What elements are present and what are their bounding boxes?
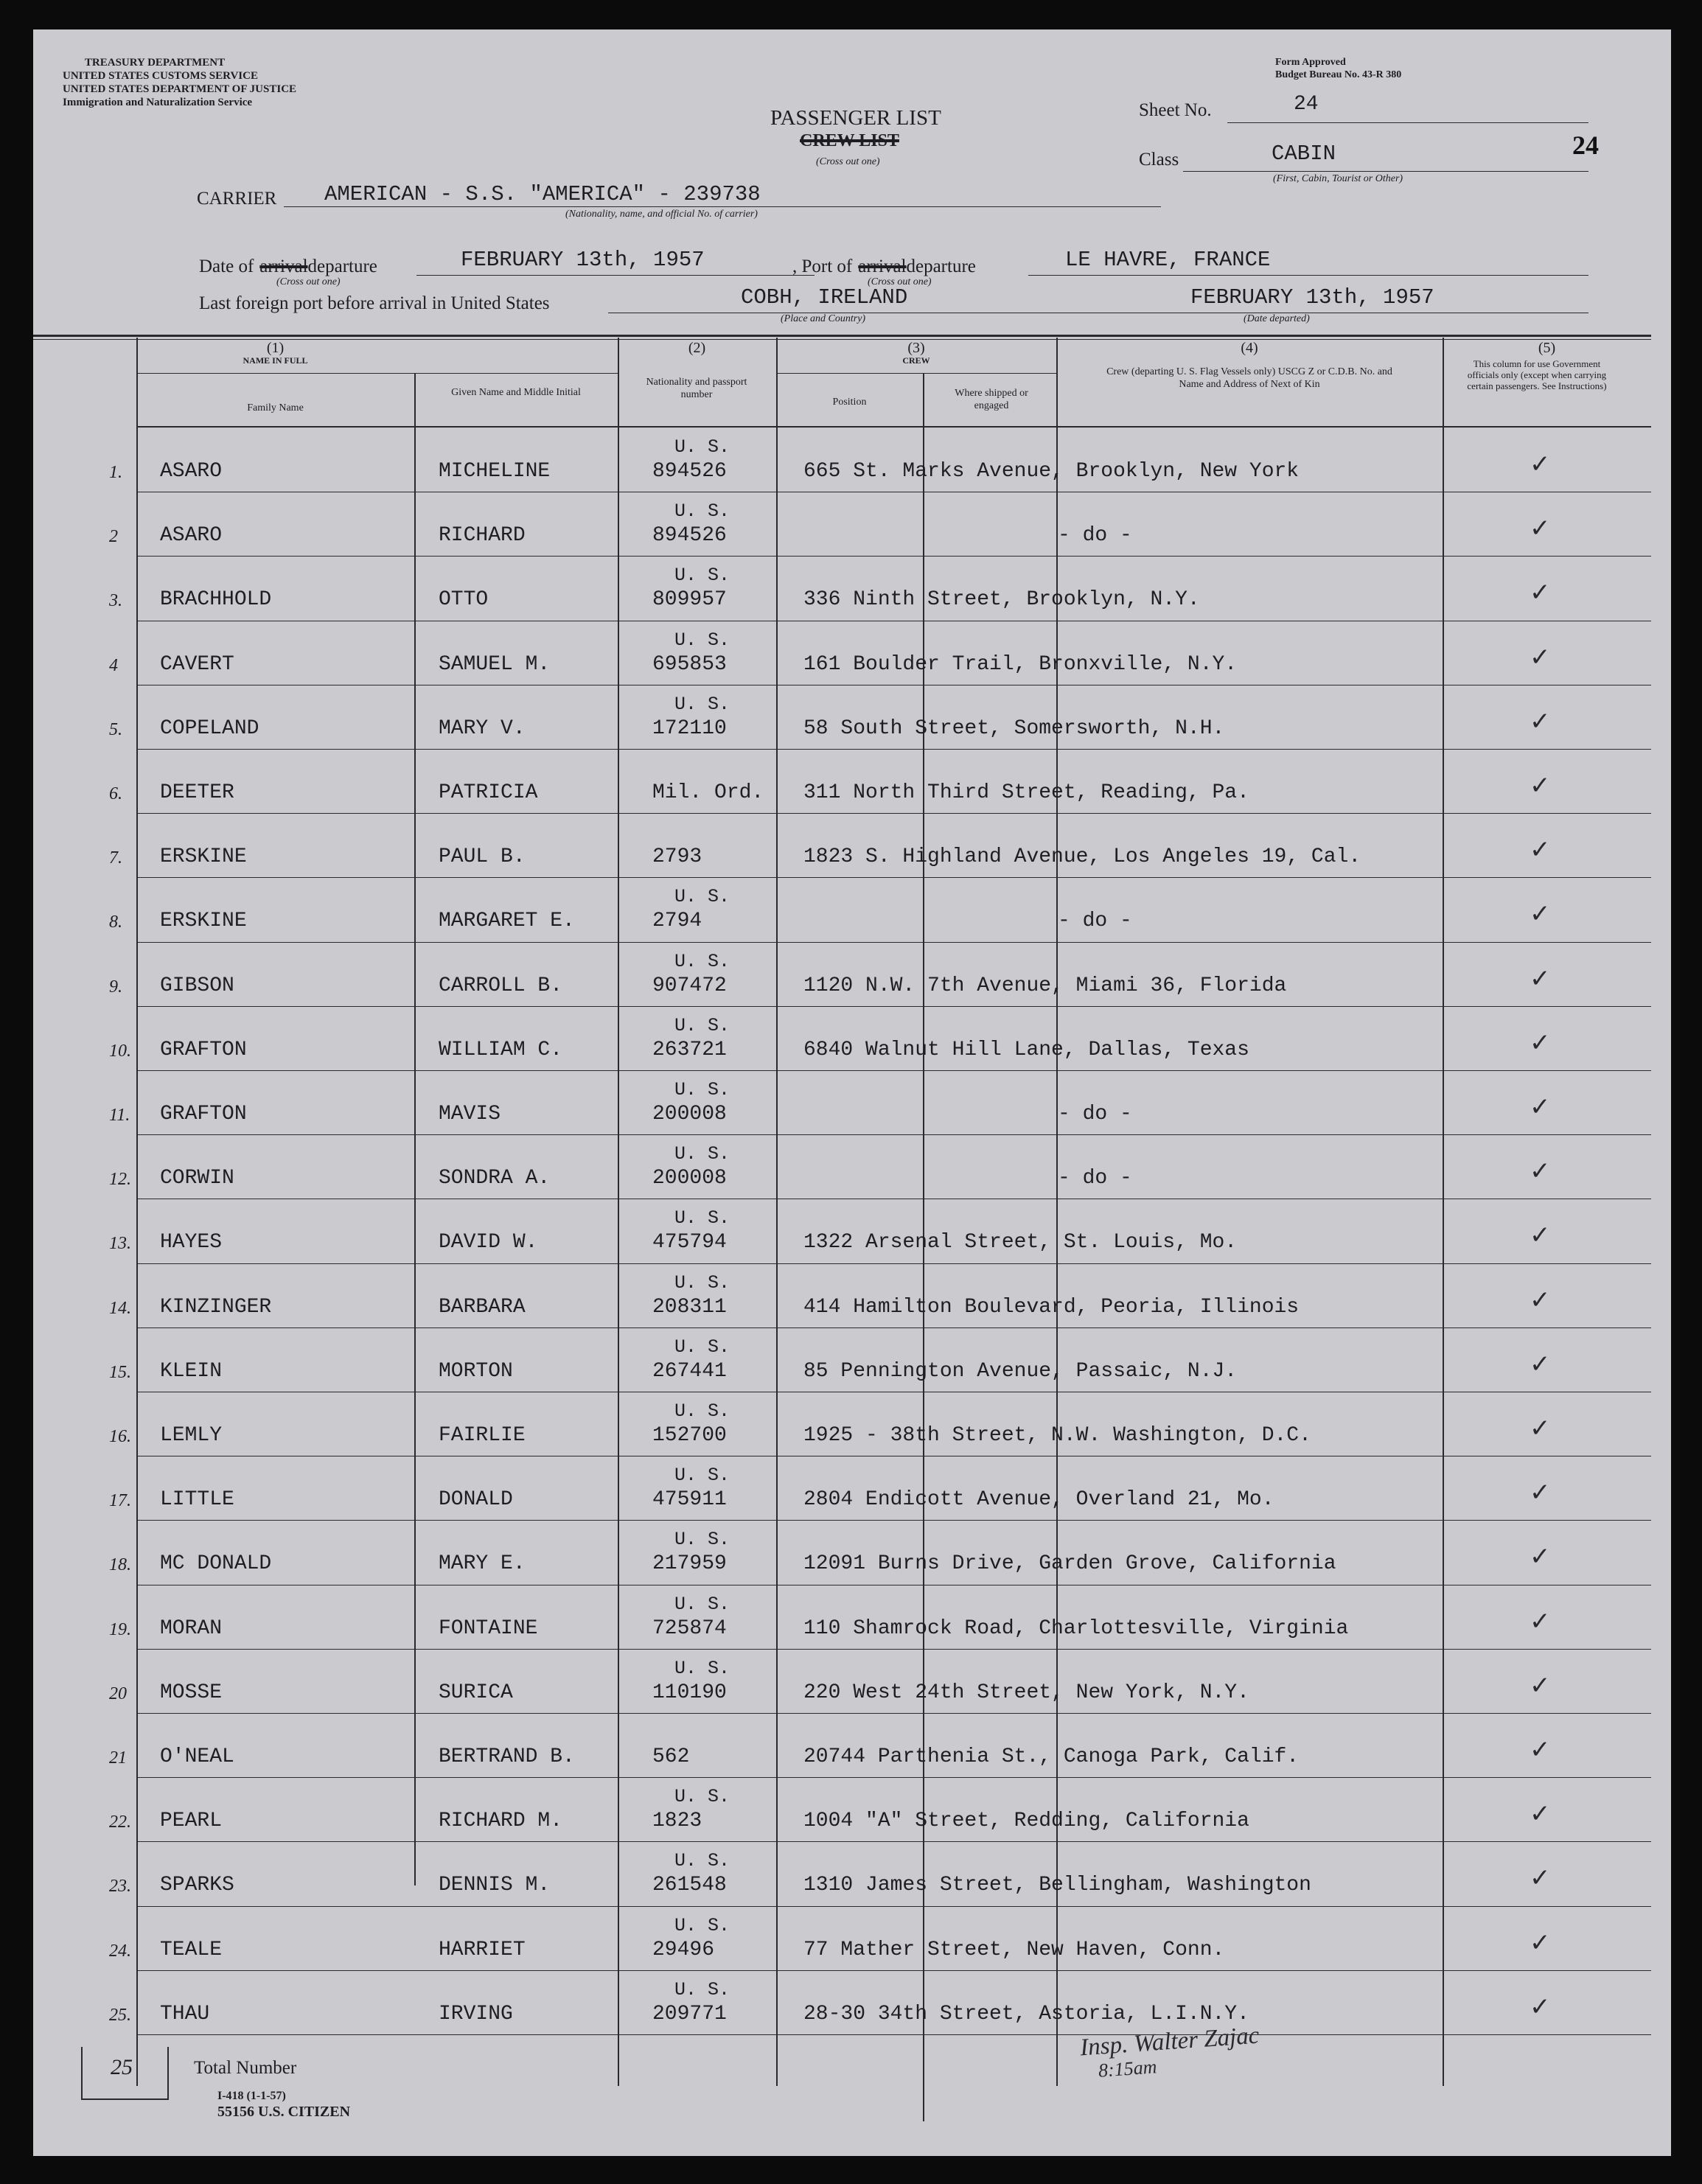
row-number: 18. bbox=[109, 1555, 131, 1575]
family-name: DEETER bbox=[160, 781, 234, 804]
header-bottom-rule bbox=[136, 426, 1651, 428]
family-name: CAVERT bbox=[160, 652, 234, 676]
row-number: 16. bbox=[109, 1427, 131, 1446]
agency-line: Immigration and Naturalization Service bbox=[63, 97, 253, 108]
row-number: 9. bbox=[109, 977, 122, 997]
nationality: U. S. bbox=[674, 1529, 730, 1551]
inspection-check-icon: ✓ bbox=[1530, 1606, 1551, 1636]
budget-bureau: Budget Bureau No. 43-R 380 bbox=[1275, 69, 1402, 80]
passport-number: 562 bbox=[652, 1745, 690, 1768]
nationality: U. S. bbox=[674, 886, 730, 908]
family-name: KINZINGER bbox=[160, 1295, 272, 1319]
nationality: U. S. bbox=[674, 565, 730, 587]
given-name: BERTRAND B. bbox=[439, 1745, 575, 1768]
next-of-kin-address: 311 North Third Street, Reading, Pa. bbox=[803, 781, 1249, 804]
given-name: MAVIS bbox=[439, 1103, 501, 1126]
passport-number: 209771 bbox=[652, 2002, 727, 2026]
row-number: 23. bbox=[109, 1877, 131, 1897]
agency-block bbox=[63, 56, 297, 109]
nationality: U. S. bbox=[674, 1400, 730, 1422]
col-line-left bbox=[136, 338, 138, 2086]
nationality: U. S. bbox=[674, 1207, 730, 1229]
row-separator bbox=[136, 1134, 1651, 1135]
last-port-value: COBH, IRELAND bbox=[741, 285, 908, 310]
given-name: CARROLL B. bbox=[439, 974, 563, 997]
nationality: U. S. bbox=[674, 1079, 730, 1100]
row-number: 2 bbox=[109, 527, 118, 547]
passport-number: 208311 bbox=[652, 1295, 727, 1319]
row-number: 1. bbox=[109, 463, 122, 482]
inspection-check-icon: ✓ bbox=[1530, 450, 1551, 479]
col4-number: (4) bbox=[1241, 340, 1258, 356]
next-of-kin-address: - do - bbox=[1058, 524, 1132, 548]
row-number: 6. bbox=[109, 784, 122, 803]
family-name: O'NEAL bbox=[160, 1745, 234, 1768]
inspection-check-icon: ✓ bbox=[1530, 1414, 1551, 1443]
class-value: CABIN bbox=[1272, 142, 1336, 166]
passport-number: 263721 bbox=[652, 1038, 727, 1061]
passport-number: 475911 bbox=[652, 1488, 727, 1512]
passport-number: 172110 bbox=[652, 716, 727, 740]
total-label: Total Number bbox=[194, 2058, 297, 2078]
next-of-kin-address: 58 South Street, Somersworth, N.H. bbox=[803, 716, 1225, 740]
passport-number: 2793 bbox=[652, 845, 702, 869]
port-label bbox=[792, 257, 976, 277]
inspection-check-icon: ✓ bbox=[1530, 835, 1551, 865]
given-name: FONTAINE bbox=[439, 1616, 538, 1640]
row-separator bbox=[136, 942, 1651, 943]
passport-number: 475794 bbox=[652, 1231, 727, 1255]
inspection-check-icon: ✓ bbox=[1530, 706, 1551, 736]
table-top-rule bbox=[33, 335, 1651, 337]
port-caption: (Cross out one) bbox=[868, 276, 932, 287]
inspector-signature: Insp. Walter Zajac bbox=[1079, 2022, 1260, 2062]
given-name: PAUL B. bbox=[439, 845, 526, 869]
class-label: Class bbox=[1139, 150, 1179, 170]
inspection-check-icon: ✓ bbox=[1530, 963, 1551, 994]
family-name: ASARO bbox=[160, 524, 223, 548]
given-name: DENNIS M. bbox=[439, 1874, 551, 1897]
class-caption: (First, Cabin, Tourist or Other) bbox=[1273, 173, 1403, 184]
given-name: MARGARET E. bbox=[439, 910, 575, 933]
next-of-kin-address: - do - bbox=[1058, 910, 1132, 933]
header-mid-rule-crew bbox=[776, 373, 1056, 374]
inspection-check-icon: ✓ bbox=[1530, 1927, 1551, 1958]
last-port-label: Last foreign port before arrival in United States bbox=[199, 293, 550, 313]
sheet-value: 24 bbox=[1294, 93, 1319, 116]
passport-number: 725874 bbox=[652, 1616, 727, 1640]
next-of-kin-address: 1925 - 38th Street, N.W. Washington, D.C. bbox=[803, 1424, 1311, 1447]
form-number: I-418 (1-1-57) bbox=[217, 2090, 286, 2102]
given-name: MARY V. bbox=[439, 716, 526, 740]
col3-number: (3) bbox=[907, 340, 925, 356]
family-name: GRAFTON bbox=[160, 1038, 247, 1061]
row-number: 19. bbox=[109, 1619, 131, 1639]
next-of-kin-address: 1823 S. Highland Avenue, Los Angeles 19, Cal. bbox=[803, 845, 1361, 869]
row-separator bbox=[136, 1006, 1651, 1007]
next-of-kin-address: 414 Hamilton Boulevard, Peoria, Illinois bbox=[803, 1295, 1300, 1319]
port-prefix: , bbox=[792, 257, 802, 276]
family-name: KLEIN bbox=[160, 1359, 223, 1383]
carrier-value: AMERICAN - S.S. "AMERICA" - 239738 bbox=[324, 182, 761, 206]
port-label-a: Port of bbox=[801, 257, 853, 276]
passport-number: 894526 bbox=[652, 524, 727, 548]
given-name: RICHARD M. bbox=[439, 1810, 563, 1833]
row-number: 25. bbox=[109, 2005, 131, 2025]
col-line-gov bbox=[1443, 338, 1444, 2086]
date-departed-caption: (Date departed) bbox=[1244, 313, 1310, 324]
inspection-check-icon: ✓ bbox=[1530, 642, 1551, 672]
given-name: RICHARD bbox=[439, 524, 526, 548]
next-of-kin-address: 1310 James Street, Bellingham, Washington bbox=[803, 1874, 1311, 1897]
given-name: SAMUEL M. bbox=[439, 652, 551, 676]
col2-title: Nationality and passport number bbox=[646, 377, 747, 400]
passport-number: 894526 bbox=[652, 460, 727, 483]
passenger-list-page bbox=[33, 29, 1671, 2156]
row-number: 22. bbox=[109, 1813, 131, 1832]
family-name: LEMLY bbox=[160, 1424, 223, 1447]
next-of-kin-address: 161 Boulder Trail, Bronxville, N.Y. bbox=[803, 652, 1238, 676]
row-separator bbox=[136, 1970, 1651, 1971]
passport-number: 200008 bbox=[652, 1167, 727, 1190]
row-number: 13. bbox=[109, 1234, 131, 1254]
next-of-kin-address: 110 Shamrock Road, Charlottesville, Virginia bbox=[803, 1616, 1349, 1640]
given-name: SONDRA A. bbox=[439, 1167, 551, 1190]
family-name: BRACHHOLD bbox=[160, 588, 272, 612]
inspection-check-icon: ✓ bbox=[1530, 1542, 1551, 1572]
carrier-underline bbox=[284, 206, 1161, 207]
family-name: THAU bbox=[160, 2002, 210, 2026]
date-departed-value: FEBRUARY 13th, 1957 bbox=[1190, 285, 1434, 310]
passport-number: 1823 bbox=[652, 1810, 702, 1833]
last-port-caption: (Place and Country) bbox=[781, 313, 866, 324]
nationality: U. S. bbox=[674, 1850, 730, 1872]
passport-number: 907472 bbox=[652, 974, 727, 997]
nationality: U. S. bbox=[674, 950, 730, 972]
given-name: FAIRLIE bbox=[439, 1424, 526, 1447]
row-number: 7. bbox=[109, 848, 122, 868]
inspection-check-icon: ✓ bbox=[1530, 1992, 1551, 2022]
col1-number: (1) bbox=[266, 340, 285, 356]
inspection-check-icon: ✓ bbox=[1530, 514, 1551, 544]
family-name: GIBSON bbox=[160, 974, 234, 997]
given-name: MORTON bbox=[439, 1359, 513, 1383]
carrier-label: CARRIER bbox=[197, 189, 277, 209]
date-crossed: arrival bbox=[259, 257, 308, 276]
col1-heading bbox=[136, 342, 414, 367]
date-value: FEBRUARY 13th, 1957 bbox=[461, 248, 705, 272]
position-header: Position bbox=[832, 397, 867, 408]
crew-list-crossed: CREW LIST bbox=[800, 131, 899, 150]
nationality: U. S. bbox=[674, 1593, 730, 1615]
next-of-kin-address: 1120 N.W. 7th Avenue, Miami 36, Florida bbox=[803, 974, 1287, 997]
inspection-check-icon: ✓ bbox=[1530, 1285, 1551, 1315]
citizen-note: 55156 U.S. CITIZEN bbox=[217, 2104, 351, 2120]
given-name: SURICA bbox=[439, 1681, 513, 1704]
nationality: U. S. bbox=[674, 1786, 730, 1808]
family-name: COPELAND bbox=[160, 716, 259, 740]
family-name: CORWIN bbox=[160, 1167, 234, 1190]
date-label-a: Date of bbox=[199, 257, 254, 276]
family-name: SPARKS bbox=[160, 1874, 234, 1897]
port-value: LE HAVRE, FRANCE bbox=[1065, 248, 1271, 272]
inspector-time: 8:15am bbox=[1098, 2056, 1158, 2082]
passport-number: 261548 bbox=[652, 1874, 727, 1897]
passport-number: 267441 bbox=[652, 1359, 727, 1383]
inspection-check-icon: ✓ bbox=[1530, 1028, 1551, 1058]
row-number: 3. bbox=[109, 591, 122, 611]
date-label bbox=[199, 257, 377, 277]
next-of-kin-address: 665 St. Marks Avenue, Brooklyn, New York bbox=[803, 460, 1300, 483]
total-value: 25 bbox=[111, 2055, 133, 2079]
family-name: HAYES bbox=[160, 1231, 223, 1255]
inspection-check-icon: ✓ bbox=[1530, 1799, 1551, 1829]
next-of-kin-address: 1004 "A" Street, Redding, California bbox=[803, 1810, 1249, 1833]
form-approved: Form Approved bbox=[1275, 57, 1346, 68]
next-of-kin-address: 220 West 24th Street, New York, N.Y. bbox=[803, 1681, 1249, 1704]
agency-line: UNITED STATES CUSTOMS SERVICE bbox=[63, 70, 258, 82]
nationality: U. S. bbox=[674, 629, 730, 651]
given-name: WILLIAM C. bbox=[439, 1038, 563, 1061]
row-separator bbox=[136, 2034, 1651, 2035]
sheet-label: Sheet No. bbox=[1139, 100, 1212, 120]
next-of-kin-address: - do - bbox=[1058, 1103, 1132, 1126]
family-name: TEALE bbox=[160, 1938, 223, 1961]
passport-number: 217959 bbox=[652, 1552, 727, 1576]
row-separator bbox=[136, 1906, 1651, 1907]
family-name: MC DONALD bbox=[160, 1552, 272, 1576]
row-separator bbox=[136, 1070, 1651, 1071]
passport-number: 695853 bbox=[652, 652, 727, 676]
row-separator bbox=[136, 1841, 1651, 1842]
next-of-kin-address: 336 Ninth Street, Brooklyn, N.Y. bbox=[803, 588, 1200, 612]
family-header: Family Name bbox=[247, 402, 304, 414]
sheet-underline bbox=[1227, 122, 1588, 123]
passport-number: 29496 bbox=[652, 1938, 715, 1961]
row-number: 14. bbox=[109, 1298, 131, 1318]
row-number: 10. bbox=[109, 1041, 131, 1061]
passport-number: 152700 bbox=[652, 1424, 727, 1447]
nationality: U. S. bbox=[674, 500, 730, 523]
carrier-caption: (Nationality, name, and official No. of carrier) bbox=[565, 209, 758, 220]
row-number: 21 bbox=[109, 1748, 127, 1768]
date-label-b: departure bbox=[307, 257, 377, 276]
class-underline bbox=[1183, 171, 1588, 172]
row-number: 8. bbox=[109, 913, 122, 932]
next-of-kin-address: 28-30 34th Street, Astoria, L.I.N.Y. bbox=[803, 2002, 1249, 2026]
date-caption: (Cross out one) bbox=[276, 276, 341, 287]
col5-number: (5) bbox=[1538, 340, 1556, 356]
row-separator bbox=[136, 1777, 1651, 1778]
given-header: Given Name and Middle Initial bbox=[451, 387, 581, 398]
family-name: MORAN bbox=[160, 1616, 223, 1640]
passport-number: 110190 bbox=[652, 1681, 727, 1704]
family-name: ERSKINE bbox=[160, 910, 247, 933]
family-name: ASARO bbox=[160, 460, 223, 483]
port-underline bbox=[1028, 275, 1588, 276]
next-of-kin-address: 1322 Arsenal Street, St. Louis, Mo. bbox=[803, 1231, 1238, 1255]
row-number: 11. bbox=[109, 1106, 130, 1125]
next-of-kin-address: 77 Mather Street, New Haven, Conn. bbox=[803, 1938, 1225, 1961]
next-of-kin-address: 2804 Endicott Avenue, Overland 21, Mo. bbox=[803, 1488, 1274, 1512]
shipped-header: Where shipped or engaged bbox=[955, 388, 1028, 411]
row-number: 4 bbox=[109, 655, 118, 675]
page-title: PASSENGER LIST bbox=[770, 106, 941, 130]
cross-out-caption: (Cross out one) bbox=[816, 156, 880, 167]
row-separator bbox=[136, 813, 1651, 814]
nationality: U. S. bbox=[674, 436, 730, 458]
next-of-kin-address: 12091 Burns Drive, Garden Grove, California bbox=[803, 1552, 1336, 1576]
col-line-given bbox=[414, 373, 416, 1885]
inspection-check-icon: ✓ bbox=[1530, 1156, 1551, 1187]
port-crossed: arrival bbox=[858, 257, 907, 276]
nationality: U. S. bbox=[674, 693, 730, 715]
row-separator bbox=[136, 1263, 1651, 1264]
col-line-nat bbox=[618, 338, 619, 2086]
passport-number: 200008 bbox=[652, 1103, 727, 1126]
passport-number: 2794 bbox=[652, 910, 702, 933]
row-separator bbox=[136, 1713, 1651, 1714]
inspection-check-icon: ✓ bbox=[1530, 1735, 1551, 1765]
family-name: ERSKINE bbox=[160, 845, 247, 869]
col1-title: NAME IN FULL bbox=[243, 355, 308, 366]
nationality: U. S. bbox=[674, 1914, 730, 1936]
given-name: BARBARA bbox=[439, 1295, 526, 1319]
inspection-check-icon: ✓ bbox=[1530, 1863, 1551, 1894]
row-number: 15. bbox=[109, 1362, 131, 1382]
given-name: HARRIET bbox=[439, 1938, 526, 1961]
row-separator bbox=[136, 1520, 1651, 1521]
col4-title: Crew (departing U. S. Flag Vessels only) USCG Z or C.D.B. No. and Name and Address of Next of Kin bbox=[1106, 366, 1392, 390]
passport-number: Mil. Ord. bbox=[652, 781, 764, 804]
family-name: MOSSE bbox=[160, 1681, 223, 1704]
row-number: 20 bbox=[109, 1684, 127, 1703]
header-mid-rule bbox=[136, 373, 618, 374]
next-of-kin-address: 85 Pennington Avenue, Passaic, N.J. bbox=[803, 1359, 1238, 1383]
given-name: PATRICIA bbox=[439, 781, 538, 804]
row-number: 17. bbox=[109, 1491, 131, 1511]
inspection-check-icon: ✓ bbox=[1530, 1670, 1551, 1700]
date-underline bbox=[416, 275, 815, 276]
agency-line: UNITED STATES DEPARTMENT OF JUSTICE bbox=[63, 83, 297, 95]
row-separator bbox=[136, 749, 1651, 750]
inspection-check-icon: ✓ bbox=[1530, 578, 1551, 608]
nationality: U. S. bbox=[674, 1271, 730, 1294]
row-number: 5. bbox=[109, 719, 122, 739]
inspection-check-icon: ✓ bbox=[1530, 771, 1551, 800]
row-separator bbox=[136, 1649, 1651, 1650]
given-name: DONALD bbox=[439, 1488, 513, 1512]
given-name: MARY E. bbox=[439, 1552, 526, 1576]
inspection-check-icon: ✓ bbox=[1530, 1221, 1551, 1251]
nationality: U. S. bbox=[674, 1657, 730, 1679]
row-separator bbox=[136, 877, 1651, 878]
row-separator bbox=[136, 556, 1651, 557]
port-label-b: departure bbox=[906, 257, 976, 276]
inspection-check-icon: ✓ bbox=[1530, 1092, 1551, 1122]
row-number: 12. bbox=[109, 1170, 131, 1190]
inspection-check-icon: ✓ bbox=[1530, 899, 1551, 929]
col3-title: CREW bbox=[902, 355, 930, 366]
passport-number: 809957 bbox=[652, 588, 727, 612]
given-name: OTTO bbox=[439, 588, 489, 612]
col3-heading bbox=[776, 342, 1056, 367]
given-name: MICHELINE bbox=[439, 460, 551, 483]
col-line-crew bbox=[776, 338, 778, 2086]
given-name: DAVID W. bbox=[439, 1231, 538, 1255]
next-of-kin-address: - do - bbox=[1058, 1167, 1132, 1190]
nationality: U. S. bbox=[674, 1143, 730, 1165]
family-name: GRAFTON bbox=[160, 1103, 247, 1126]
agency-line: TREASURY DEPARTMENT bbox=[84, 57, 226, 69]
inspection-check-icon: ✓ bbox=[1530, 1478, 1551, 1508]
family-name: PEARL bbox=[160, 1810, 223, 1833]
page-mark: 24 bbox=[1572, 130, 1599, 160]
given-name: IRVING bbox=[439, 2002, 513, 2026]
nationality: U. S. bbox=[674, 1465, 730, 1487]
next-of-kin-address: 20744 Parthenia St., Canoga Park, Calif. bbox=[803, 1745, 1300, 1768]
col5-title: This column for use Government officials only (except when carrying certain passengers. See Instructions) bbox=[1467, 358, 1607, 391]
inspection-check-icon: ✓ bbox=[1530, 1349, 1551, 1379]
row-number: 24. bbox=[109, 1941, 131, 1961]
nationality: U. S. bbox=[674, 1014, 730, 1036]
nationality: U. S. bbox=[674, 1978, 730, 2000]
family-name: LITTLE bbox=[160, 1488, 234, 1512]
nationality: U. S. bbox=[674, 1336, 730, 1358]
col2-number: (2) bbox=[688, 340, 706, 356]
next-of-kin-address: 6840 Walnut Hill Lane, Dallas, Texas bbox=[803, 1038, 1249, 1061]
